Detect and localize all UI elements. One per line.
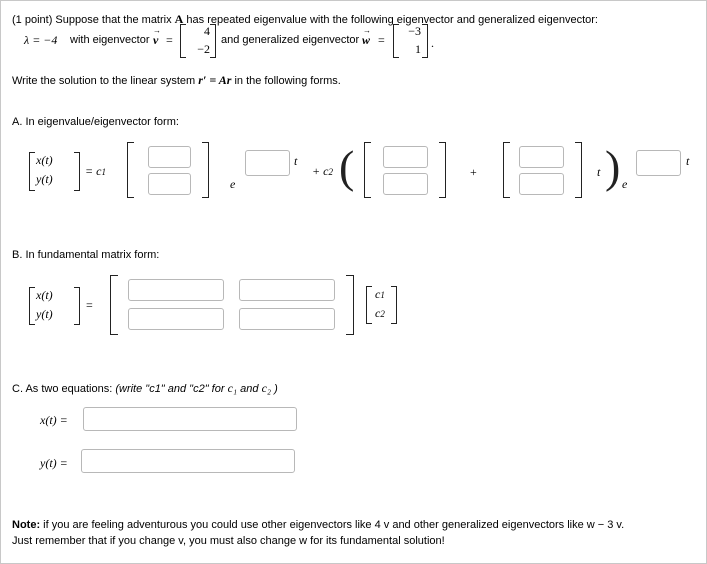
part-a-xy-left-bracket [29, 152, 35, 191]
instructions-prefix: Write the solution to the linear system [12, 75, 196, 87]
problem-intro: Suppose that the matrix [55, 14, 172, 26]
w-symbol: w → [362, 26, 371, 47]
part-a-open-paren: ( [339, 141, 355, 192]
part-c-label: C. As two equations: [12, 383, 113, 395]
part-a-t2: t [597, 165, 601, 179]
part-c-hint-prefix: (write "c1" and "c2" for [115, 383, 225, 395]
part-a-vec1-top-input[interactable] [148, 146, 191, 168]
part-a-vec3-left-bracket [503, 142, 510, 198]
part-a-e2: e [622, 177, 628, 191]
part-a-t1: t [294, 154, 298, 168]
part-a-vec1-left-bracket [127, 142, 134, 198]
part-c-hint-c2: c₂ [261, 381, 272, 395]
part-b-matrix-r2c2-input[interactable] [239, 308, 335, 330]
part-b-matrix-r2c1-input[interactable] [128, 308, 224, 330]
statement-period: . [431, 36, 434, 50]
part-c-y-label: y(t) = [40, 456, 68, 470]
v-right-bracket [210, 24, 216, 58]
part-a-vec3-bottom-input[interactable] [519, 173, 564, 195]
part-c-x-label: x(t) = [40, 413, 68, 427]
part-b-matrix-right-bracket [346, 275, 354, 335]
part-b-label: B. In fundamental matrix form: [12, 249, 160, 261]
w-left-bracket [393, 24, 399, 58]
part-a-exponent2-input[interactable] [636, 150, 681, 176]
part-b-xy-left-bracket [29, 287, 35, 325]
problem-intro-tail: has repeated eigenvalue with the following eigenvector and generalized eigenvector: [186, 14, 598, 26]
w-bottom: 1 [415, 42, 421, 56]
eigenvalue: λ = −4 [24, 33, 58, 47]
part-a-vec1-bottom-input[interactable] [148, 173, 191, 195]
part-b-matrix-left-bracket [110, 275, 118, 335]
part-c-label-line [12, 381, 278, 396]
matrix-symbol: A [174, 12, 184, 26]
w-right-bracket [422, 24, 428, 58]
part-b-matrix-r1c1-input[interactable] [128, 279, 224, 301]
part-b-c1: c1 [375, 287, 385, 301]
part-a-x-t: x(t) [36, 153, 53, 167]
part-a-e1: e [230, 177, 236, 191]
instructions [12, 73, 341, 88]
part-a-vec2-right-bracket [439, 142, 446, 198]
v-top: 4 [204, 24, 210, 38]
part-c-x-input[interactable] [83, 407, 297, 431]
note-label: Note: [12, 519, 41, 531]
instructions-suffix: in the following forms. [234, 75, 341, 87]
note-text-1: if you are feeling adventurous you could use other eigenvectors like 4 v and other generalized eigenvectors like w − 3 v. [43, 519, 625, 531]
v-bottom: −2 [197, 42, 210, 56]
part-a-y-t: y(t) [36, 172, 53, 186]
part-b-c2: c2 [375, 306, 385, 320]
w-top: −3 [408, 24, 421, 38]
part-a-vec2-top-input[interactable] [383, 146, 428, 168]
part-a-c1: = c1 [85, 164, 106, 178]
part-b-c-right-bracket [391, 286, 397, 324]
problem-points: (1 point) [12, 14, 53, 26]
part-c-hint-suffix: ) [274, 383, 278, 395]
note-text-2: Just remember that if you change v, you must also change w for its fundamental solution! [12, 535, 445, 547]
part-a-vec3-top-input[interactable] [519, 146, 564, 168]
v-left-bracket [180, 24, 186, 58]
part-b-equals: = [86, 298, 93, 312]
part-a-vec3-right-bracket [575, 142, 582, 198]
part-c-hint-c1: c₁ [227, 381, 238, 395]
part-b-xy-right-bracket [74, 287, 80, 325]
part-b-y-t: y(t) [36, 307, 53, 321]
part-a-plus: + [470, 165, 477, 179]
part-a-vec2-left-bracket [364, 142, 371, 198]
part-a-exponent1-input[interactable] [245, 150, 290, 176]
part-a-label: A. In eigenvalue/eigenvector form: [12, 116, 179, 128]
part-a-vec2-bottom-input[interactable] [383, 173, 428, 195]
part-b-c-left-bracket [366, 286, 372, 324]
system-equation: r′ = Ar [198, 73, 232, 87]
with-eigenvector-text: with eigenvector [70, 34, 150, 46]
part-b-matrix-r1c2-input[interactable] [239, 279, 335, 301]
part-c-hint-and: and [240, 383, 259, 395]
and-generalized-text: and generalized eigenvector [221, 34, 360, 46]
part-c-y-input[interactable] [81, 449, 295, 473]
v-equals: = [166, 33, 173, 47]
v-symbol: v → [153, 26, 161, 47]
part-a-vec1-right-bracket [202, 142, 209, 198]
part-a-close-paren: ) [605, 141, 621, 192]
part-b-x-t: x(t) [36, 288, 53, 302]
part-a-c2: + c2 [312, 164, 333, 178]
part-a-t3: t [686, 154, 690, 168]
problem-statement [12, 12, 598, 27]
w-equals: = [378, 33, 385, 47]
part-a-xy-right-bracket [74, 152, 80, 191]
note-line-1 [12, 519, 624, 531]
